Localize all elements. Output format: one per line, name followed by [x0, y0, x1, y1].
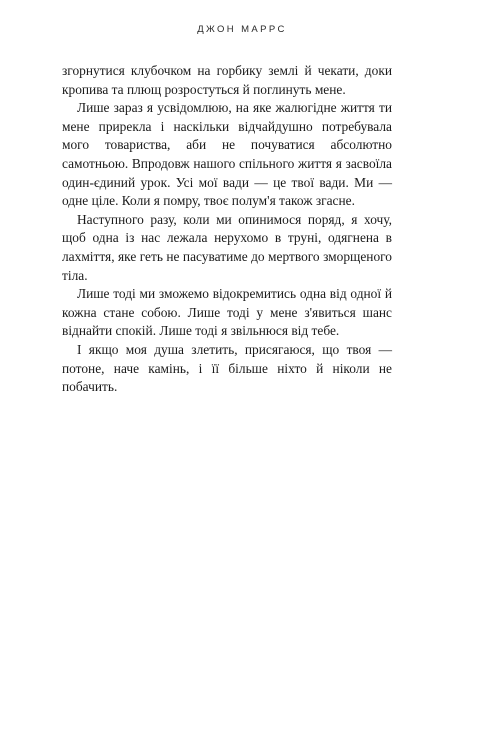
paragraph: Лише тоді ми зможемо відокремитись одна від одної й кожна стане собою. Лише тоді у мене з'явиться шанс віднайти спокій. Лише тоді я звільнюся від тебе.	[62, 286, 392, 339]
paragraph: І якщо моя душа злетить, присягаюся, що твоя — потоне, наче камінь, і її більше ніхто й ніколи не побачить.	[62, 341, 392, 395]
paragraph: згорнутися клубочком на горбику землі й чекати, доки кропива та плющ розростуться й поглинуть мене.	[62, 63, 392, 97]
running-head-author: ДЖОН МАРРС	[197, 24, 287, 35]
paragraph: Наступного разу, коли ми опинимося поряд, я хочу, щоб одна із нас лежала нерухомо в труні, одягнена в лахміття, яке геть не пасуватиме до мертвого зморщеного тіла.	[62, 211, 392, 283]
body-text	[62, 62, 392, 397]
paragraph: Лише зараз я усвідомлюю, на яке жалюгідне життя ти мене прирекла і наскільки відчайдушно потребувала мого товариства, аби не почуватися абсолютно самотньою. Впродовж нашого спільного життя я засвоїла один-єдиний урок. Усі мої вади — це твої вади. Ми — одне ціле. Коли я помру, твоє полум'я також згасне.	[62, 100, 392, 209]
